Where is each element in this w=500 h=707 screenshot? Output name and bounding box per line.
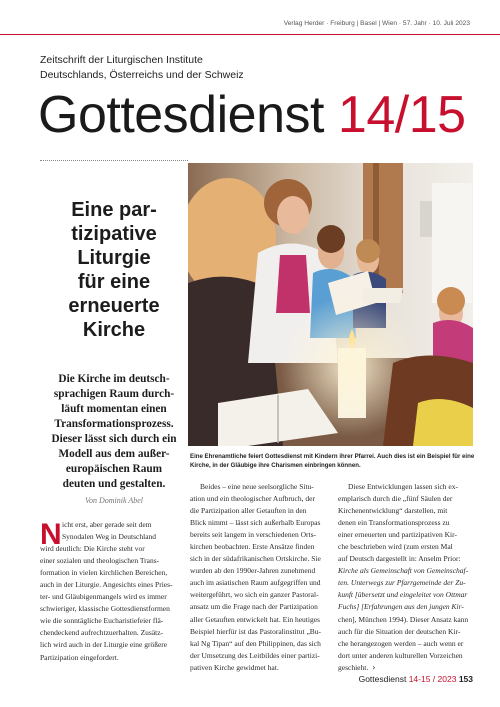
page-footer (359, 674, 473, 684)
body-line: ation und ein theologischer Aufbruch, der (190, 494, 315, 504)
body-line: Blick nimmt – lässt sich außerhalb Europas (190, 518, 321, 528)
lead-line: Transformationsprozess. (54, 418, 174, 430)
footer-title: Gottesdienst (358, 674, 407, 684)
headline-line: tizipative (71, 223, 157, 245)
article-headline (40, 198, 188, 342)
body-line: icht erst, aber gerade seit dem (62, 520, 152, 529)
lead-line: läuft momentan einen (61, 403, 167, 415)
body-line: kirchen beobachten. Erste Ansätze finden (190, 542, 315, 552)
body-line: auch im asiatischen Raum aufgegriffen und (190, 578, 321, 588)
magazine-title: Gottesdienst (38, 86, 324, 144)
body-line: aller Getauften entwickelt hat. Ein heutiges (190, 614, 320, 624)
headline-line: Eine par- (71, 199, 157, 221)
drop-cap: N (40, 518, 62, 551)
body-line: auch in der Liturgie. Angesichts eines Pries- (40, 580, 173, 590)
lead-line: deuten und gestalten. (62, 478, 166, 490)
body-column-3 (338, 481, 473, 674)
body-column-1 (40, 519, 175, 664)
body-line: Kirche als Gemeinschaft von Gemeinschaf- (338, 566, 469, 576)
body-line: die Partizipation aller Getauften in den (190, 506, 307, 516)
body-line: bereits seit langem in verschiedenen Orts- (190, 530, 316, 540)
article-photo (188, 163, 473, 446)
body-line: chendeckend aufrechtzuerhalten. Zusätz- (40, 628, 164, 638)
lead-line: Dieser lässt sich durch ein (51, 433, 177, 445)
masthead-subtitle (40, 53, 244, 82)
body-line: che beschrieben wird (zum ersten Mal (338, 542, 453, 552)
headline-line: für eine (77, 271, 151, 293)
body-line: kal Ng Tipan“ auf den Philippinen, das sich (190, 638, 321, 648)
subtitle-line-1: Zeitschrift der Liturgischen Institute (40, 54, 203, 66)
body-line: chen], München 1994). Dieser Ansatz kann (338, 614, 469, 624)
body-line: dort unter anderen kulturellen Vorzeichen (338, 650, 463, 660)
issue-number: 14/15 (337, 86, 466, 144)
body-line: kunft [übersetzt und eingeleitet von Ottmar (338, 590, 468, 600)
body-line: lich wird auch in der Liturgie eine größere (40, 640, 168, 650)
body-line: wie die sonntägliche Eucharistiefeier flä- (40, 616, 164, 626)
photo-caption (190, 453, 473, 470)
body-line: einer sozialen und theologischen Trans- (40, 556, 160, 566)
body-line: Beispiel hierfür ist das Pastoralinstitut „Bu- (190, 626, 322, 636)
header-rule (0, 34, 500, 35)
body-line: pativen Kirche gewidmet hat. (190, 662, 279, 672)
subtitle-line-2: Deutschlands, Österreichs und der Schweiz (40, 68, 244, 81)
body-line: schwieriger, klassische Gottesdienstformen (40, 604, 170, 614)
body-line: formation in vielen kirchlichen Bereichen, (40, 568, 168, 578)
lead-line: Modell aus dem außer- (58, 448, 170, 460)
lead-line: Die Kirche im deutsch- (58, 373, 170, 385)
body-line: Kirchenentwicklung“ darstellen, mit (338, 506, 448, 516)
body-line: Beides – eine neue seelsorgliche Situ- (200, 482, 314, 491)
body-line: denen ein Transformationsprozess zu (338, 518, 450, 528)
body-line: ter- und Gläubigenmangels wird es immer (40, 592, 167, 602)
continue-arrow-icon: › (372, 662, 376, 672)
publisher-line: Verlag Herder · Freiburg | Basel | Wien · 57. Jahr · 10. Juli 2023 (283, 20, 470, 27)
body-line: auf Deutsch dargestellt in: Anselm Prior: (338, 554, 461, 564)
body-line: Fuchs] [Erfahrungen aus den jungen Kir- (338, 602, 464, 612)
headline-line: erneuerte (68, 295, 160, 317)
article-lead (40, 372, 188, 492)
body-line (338, 662, 473, 674)
body-line: einer erneuerten und partizipativen Kir- (338, 530, 457, 540)
body-line: emplarisch durch die „fünf Säulen der (338, 494, 453, 504)
body-column-2 (190, 481, 325, 674)
body-line: Partizipation eingefordert. (40, 652, 119, 662)
footer-issue: 14-15 / 2023 (408, 674, 457, 684)
headline-line: Liturgie (77, 247, 151, 269)
lead-line: europäischen Raum (65, 463, 163, 475)
body-line-text: geschieht. (338, 662, 369, 672)
dotted-divider (40, 160, 188, 161)
article-author: Von Dominik Abel (84, 496, 144, 505)
masthead-title (38, 87, 466, 143)
caption-line: Eine Ehrenamtliche feiert Gottesdienst mit Kindern ihrer Pfarrei. Auch dies ist ein Beispiel für eine (190, 453, 475, 460)
body-line: auch für die Situation der deutschen Kir- (338, 626, 461, 636)
body-line: der Umsetzung des Leitbildes einer partizi- (190, 650, 320, 660)
lead-line: sprachigen Raum durch- (53, 388, 175, 400)
body-line: ten. Unterwegs zur Pfarrgemeinde der Zu- (338, 578, 466, 588)
body-line: wurden ab den 1990er-Jahren zunehmend (190, 566, 316, 576)
caption-line: Kirche, in der Gläubige ihre Charismen einbringen können. (190, 461, 361, 469)
body-line: sich in der südafrikanischen Ortskirche. Sie (190, 554, 321, 564)
body-line: Diese Entwicklungen lassen sich ex- (348, 482, 458, 491)
body-line: weitergeführt, wo sich ein ganzer Pastoral- (190, 590, 319, 600)
body-line: ansatz um die Frage nach der Partizipation (190, 602, 318, 612)
body-line: Synodalen Weg in Deutschland (62, 532, 157, 542)
headline-line: Kirche (82, 319, 146, 341)
page-number: 153 (458, 674, 473, 684)
body-line: che herangezogen werden – auch wenn er (338, 638, 464, 648)
body-line: wird deutlich: Die Kirche steht vor (40, 544, 145, 554)
